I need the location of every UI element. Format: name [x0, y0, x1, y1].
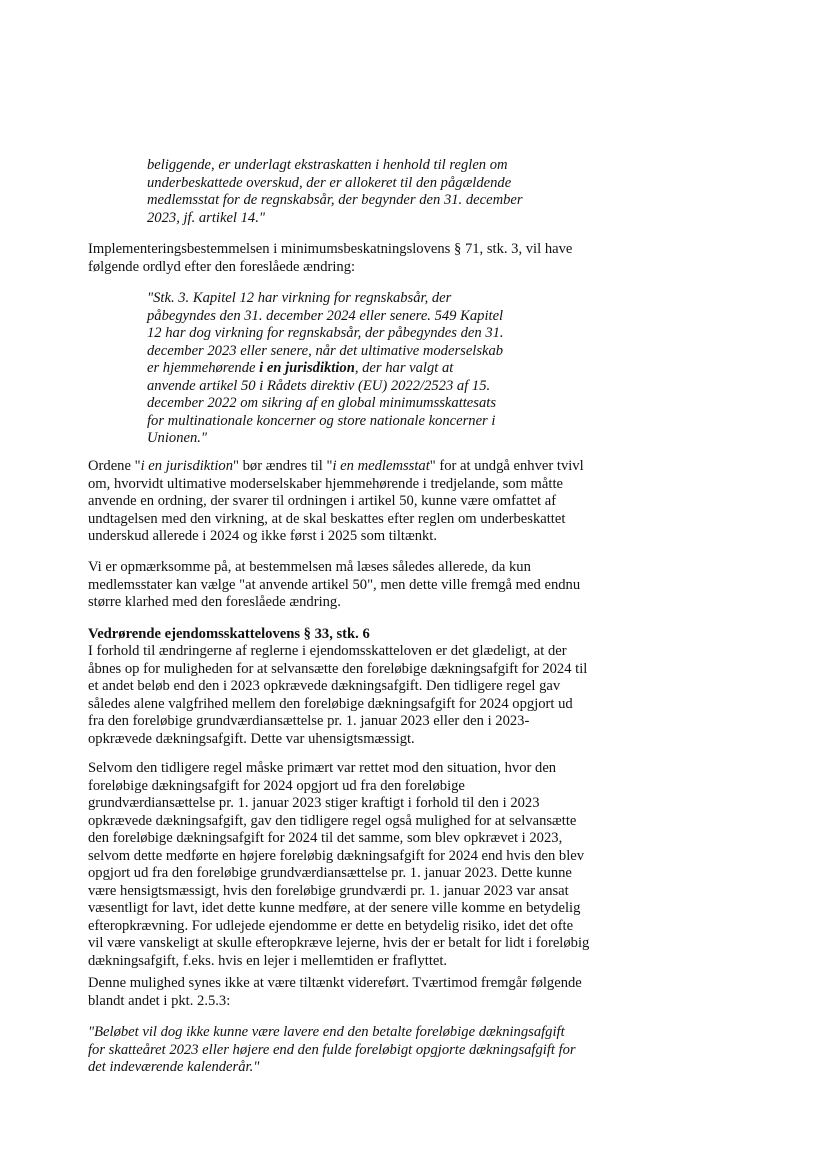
section-heading: Vedrørende ejendomsskattelovens § 33, stk. 6: [88, 626, 370, 642]
text-line: væsentligt for lavt, idet dette kunne medføre, at der senere ville komme en betydelig: [88, 900, 581, 916]
text-line: medlemsstater kan vælge "at anvende artikel 50", men dette ville fremgå med endnu: [88, 576, 581, 593]
text-line: om, hvorvidt ultimative moderselskaber hjemmehørende i tredjelande, som måtte: [88, 475, 563, 492]
text-line: grundværdiansættelse pr. 1. januar 2023 stiger kraftigt i forhold til den i 2023: [88, 795, 540, 811]
text-line: december 2022 om sikring af en global minimumsskattesats: [147, 395, 496, 411]
text-line: "Beløbet vil dog ikke kunne være lavere end den betalte foreløbige dækningsafgift: [88, 1024, 565, 1040]
text-run: er hjemmehørende: [147, 360, 260, 376]
text-line: åbnes op for muligheden for at selvansætte den foreløbige dækningsafgift for 2024 til: [88, 660, 588, 677]
paragraph-wording-change: [88, 458, 648, 546]
emphasis-italic: i en medlemsstat: [332, 458, 430, 474]
text-line: "Stk. 3. Kapitel 12 har virkning for regnskabsår, der: [147, 290, 452, 306]
paragraph-previous-rule: [88, 760, 648, 970]
text-line: beliggende, er underlagt ekstraskatten i henhold til reglen om: [147, 157, 508, 173]
text-line: medlemsstat for de regnskabsår, der begynder den 31. december: [147, 192, 523, 208]
text-line: et andet beløb end den i 2023 opkrævede dækningsafgift. Den tidligere regel gav: [88, 678, 561, 694]
text-line: det indeværende kalenderår.": [88, 1059, 260, 1075]
text-line: [88, 458, 648, 476]
text-line: 12 har dog virkning for regnskabsår, der påbegyndes den 31.: [147, 325, 504, 341]
paragraph-not-continued: [88, 975, 648, 1010]
text-line: blandt andet i pkt. 2.5.3:: [88, 992, 231, 1009]
text-line: undtagelsen med den virkning, at de skal beskattes efter reglen om underbeskattet: [88, 510, 566, 527]
quote-continuation: [147, 157, 557, 227]
text-line: påbegyndes den 31. december 2024 eller senere. 549 Kapitel: [147, 307, 504, 324]
text-line: december 2023 eller senere, når det ultimative moderselskab: [147, 342, 504, 359]
text-line: Unionen.": [147, 430, 208, 446]
text-line: underskud allerede i 2024 og ikke først i 2025 som tiltænkt.: [88, 528, 437, 544]
emphasis-italic: i en jurisdiktion: [140, 458, 233, 474]
text-line: dækningsafgift, f.eks. hvis en lejer i mellemtiden er fraflyttet.: [88, 952, 448, 969]
quote-stk3: [147, 290, 557, 448]
text-line: Denne mulighed synes ikke at være tiltænkt videreført. Tværtimod fremgår følgende: [88, 975, 582, 991]
text-run: , der har valgt at: [354, 360, 454, 376]
text-line: større klarhed med den foreslåede ændring.: [88, 594, 341, 610]
text-line: I forhold til ændringerne af reglerne i ejendomsskatteloven er det glædeligt, at der: [88, 643, 567, 659]
text-line: [147, 360, 557, 378]
text-line: fra den foreløbige grundværdiansættelse pr. 1. januar 2023 eller den i 2023-: [88, 713, 530, 729]
text-line: underbeskattede overskud, der er allokeret til den pågældende: [147, 174, 512, 191]
text-line: anvende en ordning, der svarer til ordningen i artikel 50, kunne være omfattet af: [88, 493, 557, 509]
text-line: således alene valgfrihed mellem den foreløbige dækningsafgift for 2024 opgjort ud: [88, 695, 573, 712]
text-line: 2023, jf. artikel 14.": [147, 209, 266, 226]
text-line: efteropkrævning. For udlejede ejendomme er dette en betydelig risiko, idet det ofte: [88, 917, 574, 934]
paragraph-implementation: [88, 241, 648, 276]
text-run: " bør ændres til ": [233, 458, 333, 474]
text-line: opkrævede dækningsafgift. Dette var uhensigtsmæssigt.: [88, 730, 415, 747]
paragraph-property-tax: [88, 643, 648, 748]
text-line: for skatteåret 2023 eller højere end den fulde foreløbigt opgjorte dækningsafgift for: [88, 1041, 576, 1058]
text-line: opgjort ud fra den foreløbige grundværdiansættelse pr. 1. januar 2023. Dette kunne: [88, 865, 572, 881]
text-line: Vi er opmærksomme på, at bestemmelsen må læses således allerede, da kun: [88, 559, 531, 575]
text-line: for multinationale koncerner og store nationale koncerner i: [147, 412, 496, 429]
text-line: opkrævede dækningsafgift, gav den tidligere regel også mulighed for at selvansætte: [88, 812, 577, 829]
text-line: Implementeringsbestemmelsen i minimumsbeskatningslovens § 71, stk. 3, vil have: [88, 241, 573, 257]
text-line: være hensigtsmæssigt, hvis den foreløbige grundværdi pr. 1. januar 2023 var ansat: [88, 882, 569, 899]
text-line: foreløbige dækningsafgift for 2024 opgjort ud fra den foreløbige: [88, 777, 465, 794]
emphasis-bold: i en jurisdiktion: [259, 360, 355, 376]
text-line: Selvom den tidligere regel måske primært var rettet mod den situation, hvor den: [88, 760, 557, 776]
text-run: Ordene ": [88, 458, 141, 474]
text-line: anvende artikel 50 i Rådets direktiv (EU) 2022/2523 af 15.: [147, 377, 491, 394]
text-line: den foreløbige dækningsafgift for 2024 til det samme, som blev opkrævet i 2023,: [88, 830, 563, 846]
text-line: følgende ordlyd efter den foreslåede ændring:: [88, 258, 356, 275]
text-run: " for at undgå enhver tvivl: [429, 458, 584, 474]
paragraph-awareness: [88, 559, 648, 612]
text-line: vil være vanskeligt at skulle efteropkræve lejerne, hvis der er betalt for lidt i foreløbig: [88, 935, 590, 951]
text-line: selvom dette medførte en højere foreløbig dækningsafgift for 2024 end hvis den blev: [88, 847, 585, 864]
quote-2-5-3: [88, 1024, 648, 1077]
